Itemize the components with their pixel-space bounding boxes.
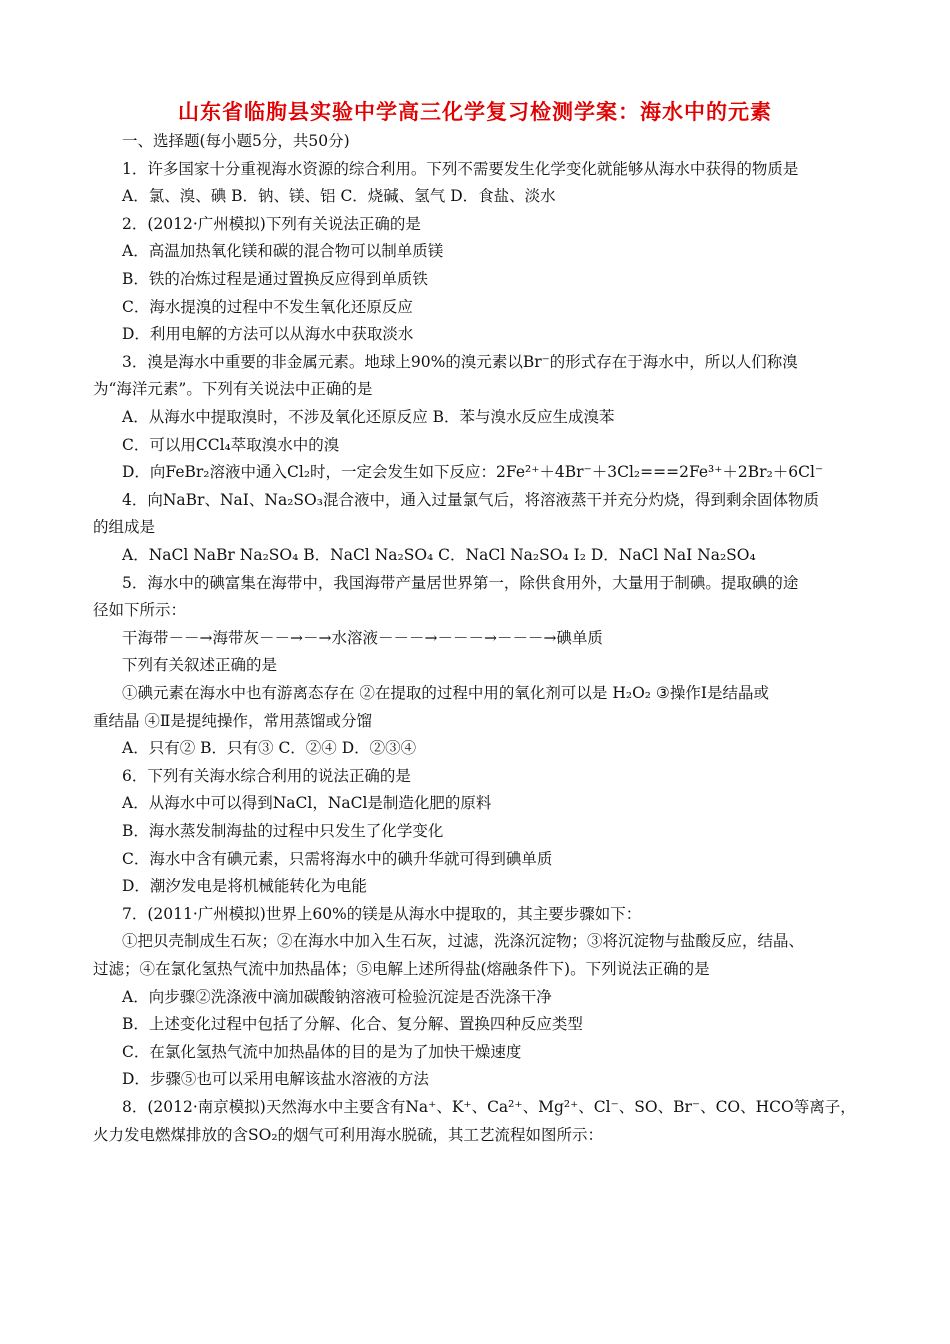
text-line: C．海水提溴的过程中不发生氧化还原反应 xyxy=(122,297,413,316)
text-line: 2．(2012·广州模拟)下列有关说法正确的是 xyxy=(122,214,421,233)
text-line: D．步骤⑤也可以采用电解该盐水溶液的方法 xyxy=(122,1070,429,1089)
page-title: 山东省临朐县实验中学高三化学复习检测学案：海水中的元素 xyxy=(178,100,772,124)
text-line: 下列有关叙述正确的是 xyxy=(122,656,278,675)
text-line: B．上述变化过程中包括了分解、化合、复分解、置换四种反应类型 xyxy=(122,1015,583,1034)
text-line: 4．向NaBr、NaI、Na₂SO₃混合液中，通入过量氯气后，将溶液蒸干并充分灼烧，得到剩余固体物质 xyxy=(122,490,819,509)
text-line: A．氯、溴、碘 B．钠、镁、铝 C．烧碱、氢气 D．食盐、淡水 xyxy=(122,187,556,206)
text-line: 径如下所示： xyxy=(93,601,187,620)
text-line: 7．(2011·广州模拟)世界上60%的镁是从海水中提取的，其主要步骤如下： xyxy=(122,904,642,923)
text-line: 5．海水中的碘富集在海带中，我国海带产量居世界第一，除供食用外，大量用于制碘。提取碘的途 xyxy=(122,573,799,592)
text-line: 干海带－－→海带灰－－→－→水溶液－－－→－－－→－－－→碘单质 xyxy=(122,628,603,647)
text-line: 重结晶 ④Ⅱ是提纯操作，常用蒸馏或分馏 xyxy=(93,711,372,730)
text-line: A．从海水中可以得到NaCl，NaCl是制造化肥的原料 xyxy=(122,794,492,813)
text-line: ①把贝壳制成生石灰；②在海水中加入生石灰，过滤，洗涤沉淀物；③将沉淀物与盐酸反应，结晶、 xyxy=(122,932,805,951)
text-line: C．可以用CCl₄萃取溴水中的溴 xyxy=(122,435,340,454)
text-line: 为“海洋元素”。下列有关说法中正确的是 xyxy=(93,380,373,399)
text-line: C．在氯化氢热气流中加热晶体的目的是为了加快干燥速度 xyxy=(122,1042,522,1061)
text-line: 的组成是 xyxy=(93,518,156,537)
text-line: 一、选择题(每小题5分，共50分) xyxy=(122,132,350,150)
text-line: D．潮汐发电是将机械能转化为电能 xyxy=(122,877,367,896)
text-line: D．向FeBr₂溶液中通入Cl₂时，一定会发生如下反应：2Fe²⁺＋4Br⁻＋3Cl₂===2Fe³⁺＋2Br₂＋6Cl⁻ xyxy=(122,463,824,482)
text-line: A．从海水中提取溴时，不涉及氧化还原反应 B．苯与溴水反应生成溴苯 xyxy=(122,408,615,426)
text-line: A．向步骤②洗涤液中滴加碳酸钠溶液可检验沉淀是否洗涤干净 xyxy=(122,987,552,1006)
text-line: D．利用电解的方法可以从海水中获取淡水 xyxy=(122,325,414,344)
text-line: 1．许多国家十分重视海水资源的综合利用。下列不需要发生化学变化就能够从海水中获得的物质是 xyxy=(122,159,799,178)
text-line: 6．下列有关海水综合利用的说法正确的是 xyxy=(122,766,411,785)
text-line: 3．溴是海水中重要的非金属元素。地球上90%的溴元素以Br⁻的形式存在于海水中，所以人们称溴 xyxy=(122,352,798,371)
text-line: 过滤；④在氯化氢热气流中加热晶体；⑤电解上述所得盐(熔融条件下)。下列说法正确的是 xyxy=(93,960,710,978)
text-line: C．海水中含有碘元素，只需将海水中的碘升华就可得到碘单质 xyxy=(122,849,553,868)
text-line: B．铁的冶炼过程是通过置换反应得到单质铁 xyxy=(122,270,428,288)
text-line: 火力发电燃煤排放的含SO₂的烟气可利用海水脱硫，其工艺流程如图所示： xyxy=(93,1125,604,1144)
text-line: B．海水蒸发制海盐的过程中只发生了化学变化 xyxy=(122,822,444,840)
text-line: ①碘元素在海水中也有游离态存在 ②在提取的过程中用的氧化剂可以是 H₂O₂ ③操作Ⅰ是结晶或 xyxy=(122,684,769,702)
text-line: A．高温加热氧化镁和碳的混合物可以制单质镁 xyxy=(122,242,444,261)
text-line: 8．(2012·南京模拟)天然海水中主要含有Na⁺、K⁺、Ca²⁺、Mg²⁺、Cl⁻、SO、Br⁻、CO、HCO等离子， xyxy=(122,1098,856,1116)
text-line: A．只有② B．只有③ C．②④ D．②③④ xyxy=(122,739,417,758)
text-line: A．NaCl NaBr Na₂SO₄ B．NaCl Na₂SO₄ C．NaCl Na₂SO₄ I₂ D．NaCl NaI Na₂SO₄ xyxy=(122,546,756,564)
